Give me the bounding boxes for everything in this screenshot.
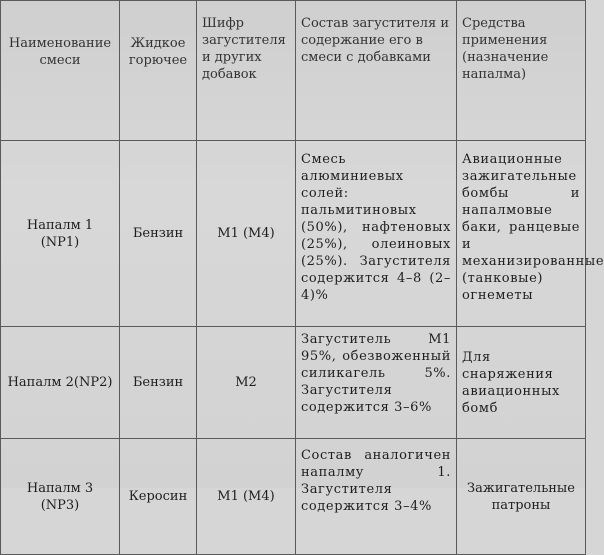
cell-application: Авиационные зажигательные бомбы и напалмовые баки, ранцевые и механизированные (танковые) огнеметы <box>457 141 586 327</box>
table-row <box>1 141 586 327</box>
cell-liquid-fuel: Бензин <box>120 327 197 439</box>
cell-thickener-code: М1 (М4) <box>197 141 296 327</box>
cell-mixture-name: Напалм 2(NP2) <box>1 327 120 439</box>
header-application: Средства применения (назначение напалма) <box>457 1 586 141</box>
header-composition: Состав загустителя и содержание его в смеси с добавками <box>296 1 457 141</box>
cell-composition: Смесь алюминиевых солей: пальмитиновых (50%), нафтеновых (25%), олеиновых (25%). Загустителя содержится 4–8 (2–4)% <box>296 141 457 327</box>
header-thickener-code: Шифр загустителя и других добавок <box>197 1 296 141</box>
cell-application: Зажигательные патроны <box>457 439 586 555</box>
cell-liquid-fuel: Керосин <box>120 439 197 555</box>
cell-application: Для снаряжения авиационных бомб <box>457 327 586 439</box>
table-body <box>1 141 604 555</box>
header-row <box>1 1 586 141</box>
table-header <box>1 1 586 141</box>
cell-mixture-name: Напалм 1 (NP1) <box>1 141 120 327</box>
cell-thickener-code: М2 <box>197 327 296 439</box>
cell-composition: Состав аналогичен напалму 1. Загустителя содержится 3–4% <box>296 439 457 555</box>
cell-thickener-code: М1 (М4) <box>197 439 296 555</box>
cell-liquid-fuel: Бензин <box>120 141 197 327</box>
cell-mixture-name: Напалм 3 (NP3) <box>1 439 120 555</box>
cell-composition: Загуститель М1 95%, обезвоженный силикагель 5%. Загустителя содержится 3–6% <box>296 327 457 439</box>
header-liquid-fuel: Жидкое горючее <box>120 1 197 141</box>
table-row <box>1 327 586 439</box>
table-row <box>1 439 586 555</box>
header-mixture-name: Наименование смеси <box>1 1 120 141</box>
